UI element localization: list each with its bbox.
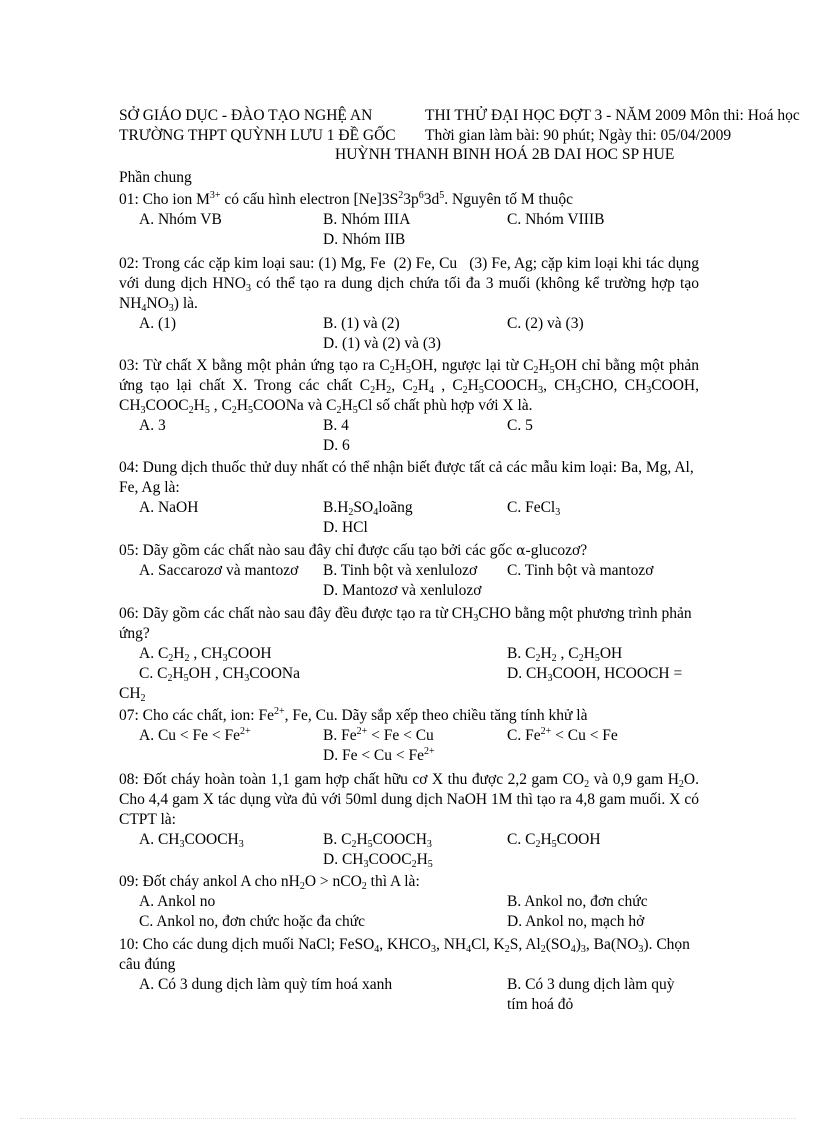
option-c[interactable]: C. $Fe^{2+} < Cu < Fe$ xyxy=(507,726,618,744)
option-c[interactable]: C. Ankol no, đơn chức hoặc đa chức xyxy=(139,913,366,930)
question-stem: 03: Từ chất X bằng một phản ứng tạo ra $C_2H_5OH$, ngược lại từ $C_2H_5OH$ chỉ bằng một phản ứng tạo lại chất X. Trong các chất $C_2H_2$, $C_2H_4$ , $C_2H_5COOCH_3$, $CH_3CHO$, $CH_3COOH$, $CH_3COOC_2H_5$ , $C_2H_5COONa$ và $C_2H_5Cl$ số chất phù hợp với X là. xyxy=(119,357,699,416)
exam-title: THI THỬ ĐẠI HỌC ĐỢT 3 - NĂM 2009 Môn thi: Hoá học xyxy=(425,107,800,124)
question-03 xyxy=(119,356,699,456)
option-a[interactable]: A. Có 3 dung dịch làm quỳ tím hoá xanh xyxy=(139,976,393,993)
option-b[interactable]: B. (1) và (2) xyxy=(323,315,400,332)
header-right xyxy=(425,106,800,146)
option-c[interactable]: C. FeCl$_3$ xyxy=(507,499,561,518)
option-c[interactable]: C. 5 xyxy=(507,417,533,434)
option-b[interactable]: B. $C_2H_2$ , $C_2H_5OH$ xyxy=(507,645,623,664)
question-stem: 09: Đốt cháy ankol A cho $nH_2O > nCO_2$ thì A là: xyxy=(119,873,420,892)
option-d[interactable]: D. 6 xyxy=(323,437,350,454)
option-a[interactable]: A. 3 xyxy=(139,417,166,434)
option-d[interactable]: D. $CH_3COOC_2H_5$ xyxy=(323,851,433,870)
option-d[interactable]: D. $Fe < Cu < Fe^{2+}$ xyxy=(323,746,435,764)
option-b[interactable]: B. 4 xyxy=(323,417,349,434)
question-01 xyxy=(119,190,699,250)
option-b[interactable]: B. Có 3 dung dịch làm quỳ tím hoá đỏ xyxy=(507,976,675,1013)
question-04 xyxy=(119,458,699,538)
question-stem: 07: Cho các chất, ion: $Fe^{2+}$, Fe, Cu. Dãy sắp xếp theo chiều tăng tính khử là xyxy=(119,706,588,724)
question-08 xyxy=(119,770,699,870)
question-stem: 08: Đốt cháy hoàn toàn 1,1 gam hợp chất hữu cơ X thu được 2,2 gam $CO_2$ và 0,9 gam $H_2O$. Cho 4,4 gam X tác dụng vừa đủ với 50ml dung dịch NaOH 1M thì tạo ra 4,8 gam muối. X có CTPT là: xyxy=(119,771,699,828)
option-c[interactable]: C. Tinh bột và mantozơ xyxy=(507,562,654,579)
option-b[interactable]: B. Nhóm IIIA xyxy=(323,211,411,228)
question-09 xyxy=(119,872,699,932)
option-a[interactable]: A. (1) xyxy=(139,315,177,332)
option-d[interactable]: D. HCl xyxy=(323,519,368,536)
option-d[interactable]: D. Nhóm IIB xyxy=(323,231,406,248)
option-b[interactable]: B. $Fe^{2+} < Fe < Cu$ xyxy=(323,726,434,744)
question-stem: 01: Cho ion $M^{3+}$ có cấu hình electron $[Ne]3S^23p^63d^5$. Nguyên tố M thuộc xyxy=(119,190,573,208)
option-d[interactable]: D. (1) và (2) và (3) xyxy=(323,335,441,352)
option-b[interactable]: $B.H_2SO_4loãng$ xyxy=(323,499,413,518)
option-d[interactable]: D. $CH_3COOH$, HCOOCH = xyxy=(507,665,683,684)
header-left xyxy=(119,106,396,146)
option-a[interactable]: A. Saccarozơ và mantozơ xyxy=(139,562,299,579)
question-10 xyxy=(119,935,699,1013)
question-05 xyxy=(119,541,699,601)
option-d[interactable]: D. Ankol no, mạch hở xyxy=(507,913,645,930)
department-name: SỞ GIÁO DỤC - ĐÀO TẠO NGHỆ AN xyxy=(119,107,373,124)
question-07 xyxy=(119,706,699,766)
option-a[interactable]: A. NaOH xyxy=(139,499,199,516)
author-line: HUỲNH THANH BINH HOÁ 2B DAI HOC SP HUE xyxy=(335,146,675,163)
option-a[interactable]: A. Ankol no xyxy=(139,893,216,910)
option-a[interactable]: A. Nhóm VB xyxy=(139,211,222,228)
option-d[interactable]: D. Mantozơ và xenlulozơ xyxy=(323,582,482,599)
option-c[interactable]: C. (2) và (3) xyxy=(507,315,584,332)
question-02 xyxy=(119,254,699,354)
question-stem: 06: Dãy gồm các chất nào sau đây đều được tạo ra từ $CH_3CHO$ bằng một phương trình phản ứng? xyxy=(119,605,692,642)
exam-time: Thời gian làm bài: 90 phút; Ngày thi: 05/04/2009 xyxy=(425,127,732,144)
option-c[interactable]: C. $C_2H_5OH$ , $CH_3COONa$ xyxy=(139,665,300,684)
option-b[interactable]: B. Ankol no, đơn chức xyxy=(507,893,648,910)
option-a[interactable]: A. $CH_3COOCH_3$ xyxy=(139,831,244,850)
question-stem: 10: Cho các dung dịch muối NaCl; FeSO$_4$, $KHCO_3$, $NH_4Cl$, $K_2S$, $Al_2(SO_4)_3$, $Ba(NO_3)$. Chọn câu đúng xyxy=(119,936,690,973)
option-b[interactable]: B. $C_2H_5COOCH_3$ xyxy=(323,831,432,850)
option-d-continued: $CH_2$ xyxy=(119,685,146,704)
section-title: Phần chung xyxy=(119,169,192,186)
option-c[interactable]: C. $C_2H_5COOH$ xyxy=(507,831,601,850)
option-a[interactable]: A. $Cu < Fe < Fe^{2+}$ xyxy=(139,726,251,744)
question-stem: 04: Dung dịch thuốc thử duy nhất có thể nhận biết được tất cả các mẫu kim loại: Ba, Mg, Al, Fe, Ag là: xyxy=(119,459,694,496)
page-bottom-rule xyxy=(20,1118,796,1119)
option-c[interactable]: C. Nhóm VIIIB xyxy=(507,211,605,228)
question-stem: 02: Trong các cặp kim loại sau: (1) Mg, Fe (2) Fe, Cu (3) Fe, Ag; cặp kim loại khi tác dụng với dung dịch $HNO_3$ có thể tạo ra dung dịch chứa tối đa 3 muối (không kể trường hợp tạo $NH_4NO_3$) là. xyxy=(119,255,699,314)
option-b[interactable]: B. Tinh bột và xenlulozơ xyxy=(323,562,478,579)
question-stem: 05: Dãy gồm các chất nào sau đây chỉ được cấu tạo bởi các gốc α-glucozơ? xyxy=(119,542,588,559)
question-06 xyxy=(119,604,699,704)
school-name: TRƯỜNG THPT QUỲNH LƯU 1 ĐỀ GỐC xyxy=(119,127,396,144)
option-a[interactable]: A. $C_2H_2$ , $CH_3COOH$ xyxy=(139,645,272,664)
